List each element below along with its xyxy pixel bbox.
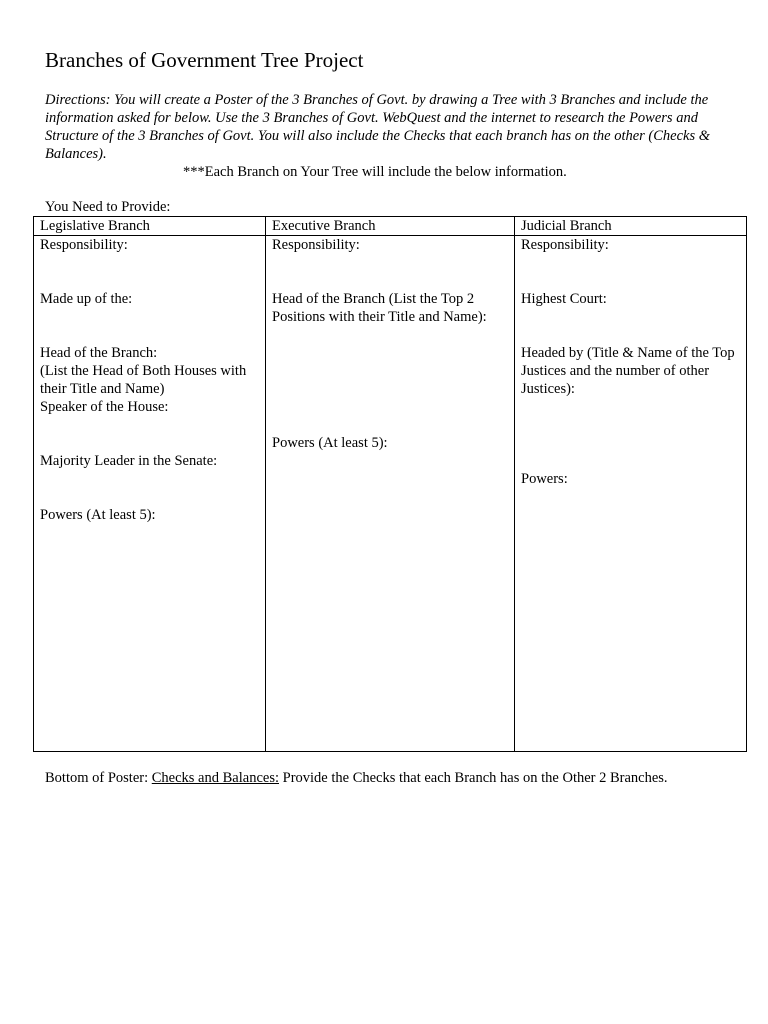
table-header-row [34,217,747,236]
header-executive: Executive Branch [266,217,515,236]
provide-label: You Need to Provide: [45,199,171,215]
cell-text-line: Head of the Branch (List the Top 2 Positions with their Title and Name): [272,291,487,325]
cell-text-line: Headed by (Title & Name of the Top Justices and the number of other Justices): [521,345,735,397]
cell-text-line: Powers (At least 5): [40,507,156,523]
cell-text-line: Highest Court: [521,291,607,307]
blank-line [40,470,259,488]
blank-line [521,398,740,416]
cell-text-line: (List the Head of Both Houses with their Title and Name) [40,363,247,397]
branches-table [33,216,747,752]
blank-line [521,452,740,470]
blank-line [521,272,740,290]
footer-suffix: Provide the Checks that each Branch has on the Other 2 Branches. [279,770,668,786]
cell-text-line: Responsibility: [521,237,609,253]
blank-line [521,416,740,434]
header-legislative: Legislative Branch [34,217,266,236]
footer-instruction [45,769,668,787]
judicial-column [515,236,747,752]
cell-text-line: Made up of the: [40,291,133,307]
executive-column [266,236,515,752]
cell-text-line: Speaker of the House: [40,399,169,415]
blank-line [272,254,508,272]
blank-line [40,308,259,326]
blank-line [272,416,508,434]
legislative-column [34,236,266,752]
cell-text-line: Powers: [521,471,568,487]
cell-text-line: Responsibility: [272,237,360,253]
cell-text-line: Head of the Branch: [40,345,158,361]
blank-line [40,488,259,506]
blank-line [272,362,508,380]
blank-line [521,254,740,272]
footer-prefix: Bottom of Poster: [45,770,152,786]
blank-line [272,380,508,398]
cell-text-line: Responsibility: [40,237,128,253]
blank-line [272,326,508,344]
blank-line [40,416,259,434]
blank-line [272,398,508,416]
checks-and-balances-label: Checks and Balances: [151,770,279,786]
directions-text: Directions: You will create a Poster of the 3 Branches of Govt. by drawing a Tree with 3 Branches and include the information asked for below. Use the 3 Branches of Govt. WebQuest and the internet to research the Powers and Structure of the 3 Branches of Govt. You will also include the Checks that each branch has on the other (Checks & Balances). [45,92,711,162]
table-body-row [34,236,747,752]
blank-line [521,308,740,326]
blank-line [521,326,740,344]
blank-line [272,344,508,362]
page-title: Branches of Government Tree Project [45,48,364,72]
cell-text-line: Majority Leader in the Senate: [40,453,218,469]
header-judicial: Judicial Branch [515,217,747,236]
blank-line [40,326,259,344]
blank-line [40,254,259,272]
cell-text-line: Powers (At least 5): [272,435,388,451]
blank-line [40,272,259,290]
blank-line [272,272,508,290]
blank-line [521,434,740,452]
branch-info-note: ***Each Branch on Your Tree will include the below information. [183,164,567,180]
blank-line [40,434,259,452]
